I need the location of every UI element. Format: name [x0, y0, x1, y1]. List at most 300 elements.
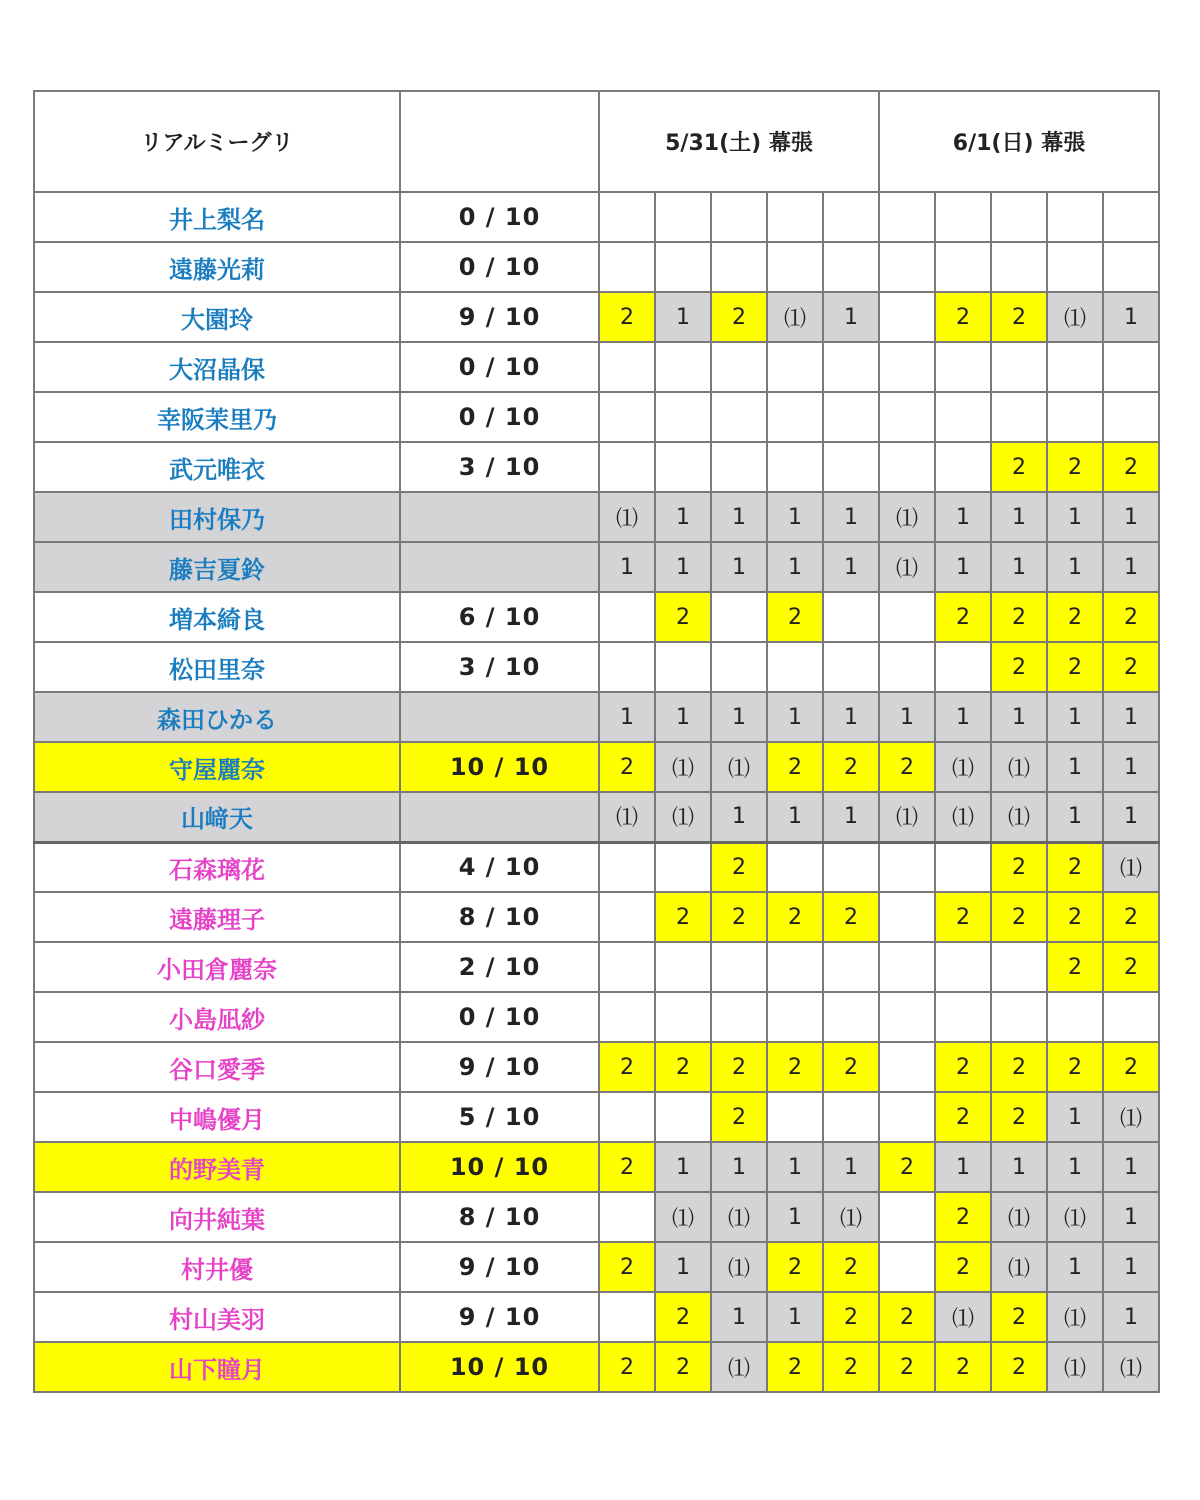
slot-cell [1103, 192, 1159, 242]
member-row [34, 842, 1159, 892]
slot-cell [767, 992, 823, 1042]
member-row [34, 892, 1159, 942]
member-name: 石森璃花 [34, 842, 400, 892]
member-score: 3 / 10 [400, 642, 599, 692]
member-row [34, 592, 1159, 642]
slot-cell: 2 [767, 1242, 823, 1292]
slot-cell [1047, 992, 1103, 1042]
slot-cell: 2 [1103, 1042, 1159, 1092]
slot-cell [655, 642, 711, 692]
slot-cell: ⑴ [655, 742, 711, 792]
slot-cell: 2 [1103, 442, 1159, 492]
slot-cell [823, 392, 879, 442]
slot-cell [767, 842, 823, 892]
slot-cell: ⑴ [1103, 842, 1159, 892]
slot-cell [655, 442, 711, 492]
member-score: 8 / 10 [400, 892, 599, 942]
slot-cell [599, 892, 655, 942]
slot-cell: 2 [935, 1042, 991, 1092]
slot-cell [879, 1242, 935, 1292]
member-score: 0 / 10 [400, 392, 599, 442]
slot-cell [935, 842, 991, 892]
slot-cell: 2 [935, 292, 991, 342]
member-name: 山下瞳月 [34, 1342, 400, 1392]
slot-cell [767, 242, 823, 292]
slot-cell [823, 942, 879, 992]
member-row [34, 642, 1159, 692]
slot-cell: 1 [711, 1292, 767, 1342]
slot-cell: 2 [935, 1192, 991, 1242]
slot-cell [879, 842, 935, 892]
slot-cell: ⑴ [1047, 1292, 1103, 1342]
slot-cell: 2 [879, 1292, 935, 1342]
slot-cell: 2 [711, 1092, 767, 1142]
slot-cell [879, 1092, 935, 1142]
slot-cell [823, 242, 879, 292]
slot-cell: 1 [1103, 492, 1159, 542]
slot-cell: 1 [1103, 742, 1159, 792]
slot-cell [823, 1092, 879, 1142]
slot-cell: ⑴ [655, 1192, 711, 1242]
slot-cell: 2 [991, 1292, 1047, 1342]
slot-cell: ⑴ [711, 1342, 767, 1392]
slot-cell: 1 [711, 1142, 767, 1192]
member-name: 村井優 [34, 1242, 400, 1292]
slot-cell [879, 642, 935, 692]
slot-cell [767, 942, 823, 992]
slot-cell: 2 [1103, 592, 1159, 642]
slot-cell: 2 [935, 1242, 991, 1292]
slot-cell [599, 642, 655, 692]
slot-cell: 1 [767, 492, 823, 542]
member-name: 守屋麗奈 [34, 742, 400, 792]
slot-cell: 1 [767, 792, 823, 842]
member-row [34, 192, 1159, 242]
slot-cell: 2 [655, 1042, 711, 1092]
slot-cell: ⑴ [1047, 1342, 1103, 1392]
slot-cell [655, 342, 711, 392]
slot-cell: 1 [1103, 1242, 1159, 1292]
slot-cell: 2 [991, 642, 1047, 692]
slot-cell: 1 [935, 692, 991, 742]
slot-cell [991, 192, 1047, 242]
slot-cell: 2 [991, 1342, 1047, 1392]
slot-cell: 1 [935, 542, 991, 592]
slot-cell [711, 392, 767, 442]
slot-cell [935, 342, 991, 392]
slot-cell [935, 192, 991, 242]
slot-cell [599, 342, 655, 392]
member-score [400, 792, 599, 842]
slot-cell: 2 [767, 742, 823, 792]
slot-cell: ⑴ [1047, 1192, 1103, 1242]
slot-cell: 1 [1047, 492, 1103, 542]
slot-cell [655, 192, 711, 242]
slot-cell [767, 392, 823, 442]
slot-cell [823, 342, 879, 392]
member-name: 小田倉麗奈 [34, 942, 400, 992]
slot-cell: ⑴ [935, 792, 991, 842]
member-name: 村山美羽 [34, 1292, 400, 1342]
slot-cell: 2 [655, 592, 711, 642]
slot-cell: 2 [767, 892, 823, 942]
member-row [34, 1342, 1159, 1392]
member-score: 0 / 10 [400, 192, 599, 242]
slot-cell: ⑴ [599, 792, 655, 842]
slot-cell [823, 192, 879, 242]
slot-cell [655, 842, 711, 892]
slot-cell [879, 242, 935, 292]
slot-cell: 2 [655, 1342, 711, 1392]
slot-cell: 1 [1047, 742, 1103, 792]
slot-cell: 1 [1047, 1092, 1103, 1142]
slot-cell [1047, 192, 1103, 242]
slot-cell [655, 942, 711, 992]
header-row [34, 91, 1159, 192]
member-name: 谷口愛季 [34, 1042, 400, 1092]
day2-header: 6/1(日) 幕張 [879, 91, 1159, 192]
slot-cell: 2 [935, 592, 991, 642]
slot-cell: 2 [823, 1292, 879, 1342]
slot-cell [879, 342, 935, 392]
slot-cell: 1 [767, 692, 823, 742]
day1-header: 5/31(土) 幕張 [599, 91, 879, 192]
member-score: 0 / 10 [400, 992, 599, 1042]
slot-cell: 1 [711, 492, 767, 542]
slot-cell [767, 342, 823, 392]
slot-cell [655, 1092, 711, 1142]
slot-cell [767, 642, 823, 692]
member-score: 2 / 10 [400, 942, 599, 992]
slot-cell: 2 [879, 1142, 935, 1192]
slot-cell: ⑴ [991, 742, 1047, 792]
slot-cell: 1 [767, 1192, 823, 1242]
slot-cell: 1 [599, 542, 655, 592]
member-row [34, 792, 1159, 842]
slot-cell: 2 [991, 892, 1047, 942]
member-row [34, 1042, 1159, 1092]
member-score: 9 / 10 [400, 292, 599, 342]
slot-cell: 1 [599, 692, 655, 742]
slot-cell: 2 [823, 1342, 879, 1392]
member-name: 大沼晶保 [34, 342, 400, 392]
member-score: 4 / 10 [400, 842, 599, 892]
member-row [34, 492, 1159, 542]
slot-cell: 1 [935, 1142, 991, 1192]
slot-cell: ⑴ [599, 492, 655, 542]
slot-cell: 2 [767, 1042, 823, 1092]
slot-cell [599, 1092, 655, 1142]
slot-cell: 2 [1047, 892, 1103, 942]
slot-cell: 2 [935, 1092, 991, 1142]
slot-cell [599, 942, 655, 992]
slot-cell [935, 442, 991, 492]
member-name: 山﨑天 [34, 792, 400, 842]
slot-cell [599, 1192, 655, 1242]
member-name: 小島凪紗 [34, 992, 400, 1042]
member-name: 的野美青 [34, 1142, 400, 1192]
member-name: 森田ひかる [34, 692, 400, 742]
slot-cell [655, 992, 711, 1042]
slot-cell [1103, 242, 1159, 292]
slot-cell: 2 [991, 1042, 1047, 1092]
slot-cell: 2 [823, 1042, 879, 1092]
slot-cell [879, 892, 935, 942]
slot-cell: 2 [823, 892, 879, 942]
slot-cell: 2 [823, 1242, 879, 1292]
slot-cell: 1 [991, 1142, 1047, 1192]
slot-cell [879, 992, 935, 1042]
slot-cell: 2 [599, 742, 655, 792]
member-row [34, 1192, 1159, 1242]
member-name: 幸阪茉里乃 [34, 392, 400, 442]
score-header [400, 91, 599, 192]
slot-cell: 1 [767, 542, 823, 592]
slot-cell: 2 [991, 1092, 1047, 1142]
slot-cell: 2 [655, 1292, 711, 1342]
slot-cell [1103, 342, 1159, 392]
slot-cell [879, 292, 935, 342]
slot-cell: 1 [935, 492, 991, 542]
slot-cell [711, 342, 767, 392]
slot-cell [935, 642, 991, 692]
slot-cell [823, 992, 879, 1042]
slot-cell: 2 [1047, 442, 1103, 492]
slot-cell: 1 [1103, 542, 1159, 592]
slot-cell [935, 942, 991, 992]
slot-cell: 1 [1103, 792, 1159, 842]
slot-cell [879, 1192, 935, 1242]
slot-cell: ⑴ [991, 792, 1047, 842]
slot-cell: 1 [1103, 1192, 1159, 1242]
member-score: 10 / 10 [400, 1142, 599, 1192]
member-row [34, 692, 1159, 742]
slot-cell: 2 [1047, 642, 1103, 692]
slot-cell: 1 [1047, 692, 1103, 742]
slot-cell: 2 [599, 1042, 655, 1092]
member-score: 9 / 10 [400, 1292, 599, 1342]
member-row [34, 742, 1159, 792]
slot-cell: ⑴ [655, 792, 711, 842]
member-row [34, 992, 1159, 1042]
slot-cell: ⑴ [879, 542, 935, 592]
slot-cell: 1 [991, 692, 1047, 742]
slot-cell: ⑴ [711, 1242, 767, 1292]
slot-cell [711, 642, 767, 692]
slot-cell [823, 442, 879, 492]
slot-cell: 2 [991, 442, 1047, 492]
slot-cell: ⑴ [1103, 1092, 1159, 1142]
slot-cell [599, 192, 655, 242]
slot-cell: 1 [655, 492, 711, 542]
member-name: 向井純葉 [34, 1192, 400, 1242]
slot-cell: 2 [767, 1342, 823, 1392]
slot-cell [599, 1292, 655, 1342]
slot-cell: 2 [1047, 1042, 1103, 1092]
slot-cell: 1 [711, 542, 767, 592]
member-row [34, 1092, 1159, 1142]
slot-cell [823, 842, 879, 892]
slot-cell: 1 [1047, 1142, 1103, 1192]
slot-cell: 2 [711, 1042, 767, 1092]
slot-cell: 2 [991, 842, 1047, 892]
slot-cell: 1 [655, 542, 711, 592]
slot-cell: 2 [1047, 842, 1103, 892]
slot-cell: 1 [823, 792, 879, 842]
member-name: 松田里奈 [34, 642, 400, 692]
slot-cell: ⑴ [935, 742, 991, 792]
slot-cell: ⑴ [879, 492, 935, 542]
member-name: 中嶋優月 [34, 1092, 400, 1142]
member-name: 藤吉夏鈴 [34, 542, 400, 592]
slot-cell: 2 [711, 842, 767, 892]
slot-cell [935, 392, 991, 442]
slot-cell: 2 [599, 1242, 655, 1292]
slot-cell [655, 242, 711, 292]
slot-cell [767, 1092, 823, 1142]
slot-cell: 2 [1103, 892, 1159, 942]
slot-cell: 2 [1047, 592, 1103, 642]
slot-cell: 1 [823, 1142, 879, 1192]
slot-cell: ⑴ [991, 1242, 1047, 1292]
slot-cell: ⑴ [991, 1192, 1047, 1242]
member-score: 10 / 10 [400, 742, 599, 792]
member-row [34, 542, 1159, 592]
slot-cell: 2 [711, 892, 767, 942]
member-score: 0 / 10 [400, 342, 599, 392]
slot-cell: 1 [823, 492, 879, 542]
slot-cell [767, 442, 823, 492]
slot-cell [991, 242, 1047, 292]
member-score: 3 / 10 [400, 442, 599, 492]
slot-cell: 1 [767, 1142, 823, 1192]
slot-cell: 2 [879, 1342, 935, 1392]
slot-cell: ⑴ [879, 792, 935, 842]
slot-cell: ⑴ [1103, 1342, 1159, 1392]
slot-cell: 1 [711, 792, 767, 842]
table-title: リアルミーグリ [34, 91, 400, 192]
slot-cell [879, 592, 935, 642]
slot-cell [823, 592, 879, 642]
slot-cell [711, 242, 767, 292]
slot-cell [599, 442, 655, 492]
slot-cell [879, 192, 935, 242]
member-row [34, 392, 1159, 442]
member-name: 大園玲 [34, 292, 400, 342]
member-score: 8 / 10 [400, 1192, 599, 1242]
member-row [34, 242, 1159, 292]
slot-cell: 1 [1103, 692, 1159, 742]
member-row [34, 1142, 1159, 1192]
member-name: 増本綺良 [34, 592, 400, 642]
slot-cell: 2 [1103, 942, 1159, 992]
slot-cell: 1 [767, 1292, 823, 1342]
member-row [34, 442, 1159, 492]
member-score: 9 / 10 [400, 1042, 599, 1092]
slot-cell: 2 [823, 742, 879, 792]
slot-cell [767, 192, 823, 242]
slot-cell [823, 642, 879, 692]
member-score [400, 492, 599, 542]
member-score [400, 542, 599, 592]
slot-cell: ⑴ [935, 1292, 991, 1342]
member-score: 6 / 10 [400, 592, 599, 642]
member-name: 武元唯衣 [34, 442, 400, 492]
member-name: 井上梨名 [34, 192, 400, 242]
slot-cell: 2 [1047, 942, 1103, 992]
slot-cell: 1 [823, 542, 879, 592]
slot-cell: 1 [1047, 1242, 1103, 1292]
slot-cell: 1 [991, 492, 1047, 542]
slot-cell: 2 [935, 892, 991, 942]
slot-cell [1047, 242, 1103, 292]
slot-cell: 1 [823, 692, 879, 742]
slot-cell: 2 [879, 742, 935, 792]
slot-cell: 2 [599, 1342, 655, 1392]
slot-cell [991, 992, 1047, 1042]
meet-greet-table [33, 90, 1160, 1393]
slot-cell: 1 [655, 692, 711, 742]
slot-cell [599, 992, 655, 1042]
member-score: 9 / 10 [400, 1242, 599, 1292]
slot-cell: 1 [1103, 292, 1159, 342]
slot-cell [711, 992, 767, 1042]
slot-cell: 1 [655, 1242, 711, 1292]
member-row [34, 942, 1159, 992]
slot-cell [599, 392, 655, 442]
slot-cell: ⑴ [711, 1192, 767, 1242]
slot-cell: 1 [1103, 1142, 1159, 1192]
slot-cell: 2 [991, 592, 1047, 642]
slot-cell [991, 942, 1047, 992]
member-score: 0 / 10 [400, 242, 599, 292]
slot-cell [711, 942, 767, 992]
slot-cell: ⑴ [767, 292, 823, 342]
slot-cell: 2 [991, 292, 1047, 342]
slot-cell: 2 [935, 1342, 991, 1392]
slot-cell [599, 842, 655, 892]
slot-cell: 1 [655, 292, 711, 342]
member-name: 遠藤光莉 [34, 242, 400, 292]
slot-cell [599, 592, 655, 642]
slot-cell [599, 242, 655, 292]
member-row [34, 342, 1159, 392]
slot-cell [1047, 342, 1103, 392]
member-name: 田村保乃 [34, 492, 400, 542]
slot-cell: 2 [655, 892, 711, 942]
member-score [400, 692, 599, 742]
slot-cell [711, 442, 767, 492]
slot-cell [935, 992, 991, 1042]
slot-cell: 1 [711, 692, 767, 742]
slot-cell: 1 [991, 542, 1047, 592]
slot-cell [711, 592, 767, 642]
member-score: 5 / 10 [400, 1092, 599, 1142]
member-row [34, 1292, 1159, 1342]
slot-cell [991, 342, 1047, 392]
slot-cell: 1 [1047, 792, 1103, 842]
slot-cell: 2 [599, 292, 655, 342]
slot-cell: 2 [767, 592, 823, 642]
slot-cell [879, 442, 935, 492]
slot-cell [879, 392, 935, 442]
slot-cell [935, 242, 991, 292]
slot-cell: 1 [655, 1142, 711, 1192]
slot-cell [1103, 992, 1159, 1042]
slot-cell: 1 [879, 692, 935, 742]
slot-cell: 2 [1103, 642, 1159, 692]
slot-cell: 1 [823, 292, 879, 342]
